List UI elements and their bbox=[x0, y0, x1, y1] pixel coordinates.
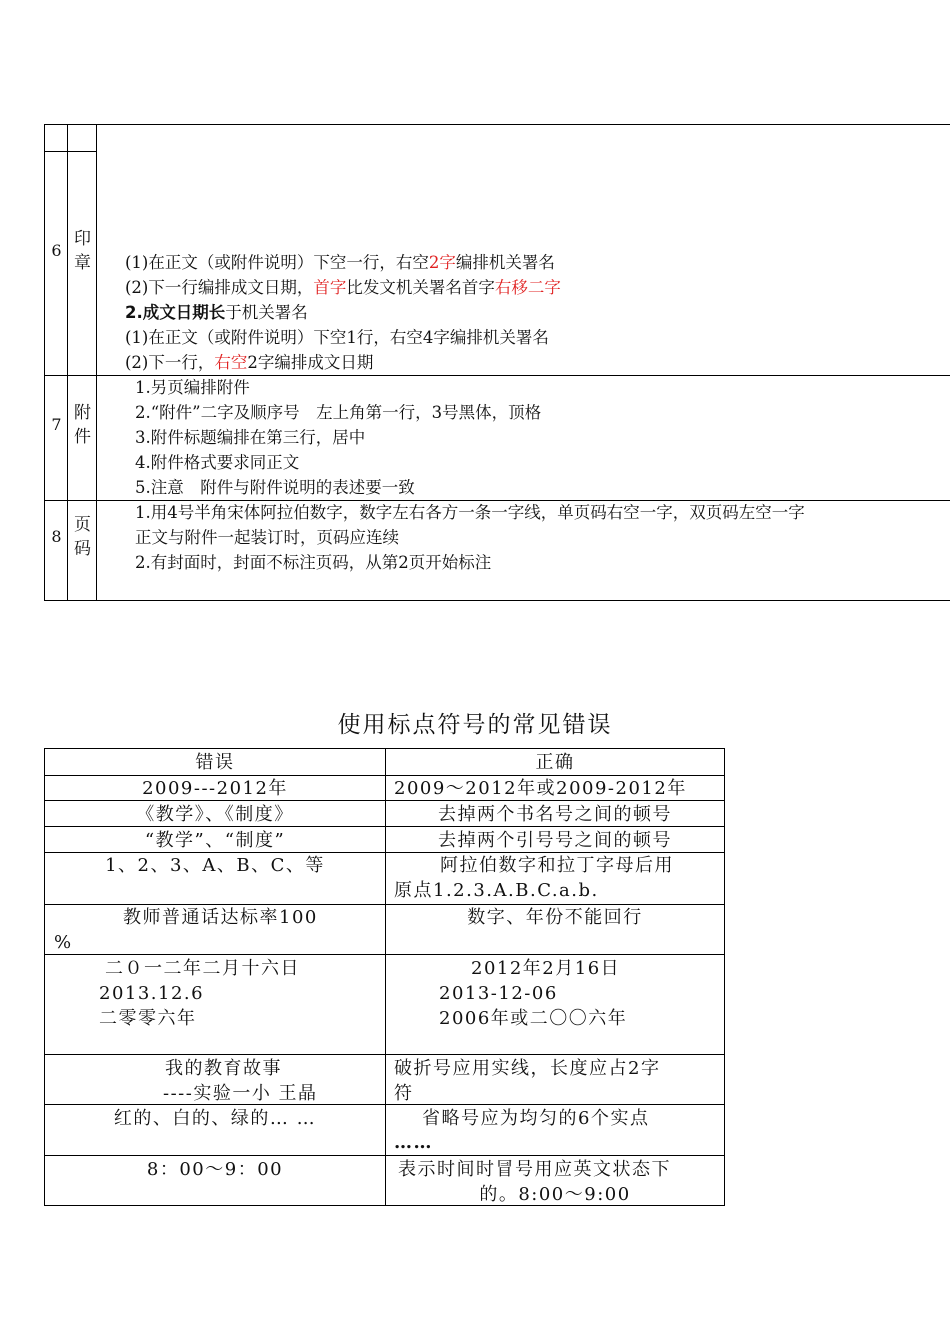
wrong-cell: 1、2、3、A、B、C、等 bbox=[105, 855, 325, 876]
header-right: 正确 bbox=[535, 752, 575, 773]
right-cell: 符 bbox=[394, 1083, 414, 1104]
row-label: 页 码 bbox=[74, 515, 91, 559]
rule-line: 3.附件标题编排在第三行，居中 bbox=[135, 428, 366, 447]
rule-line: 2.有封面时，封面不标注页码，从第2页开始标注 bbox=[135, 553, 492, 572]
section-title: 使用标点符号的常见错误 bbox=[337, 712, 613, 738]
right-cell: 的。8:00～9:00 bbox=[479, 1184, 631, 1205]
rule-line: (1)在正文（或附件说明）下空1行，右空4字编排机关署名 bbox=[125, 328, 549, 347]
row-divider bbox=[45, 954, 724, 955]
right-cell: 2013-12-06 bbox=[439, 983, 558, 1004]
row-label: 印 章 bbox=[74, 229, 91, 273]
right-cell: 2009～2012年或2009-2012年 bbox=[394, 778, 687, 799]
rule-line: 2.“附件”二字及顺序号 左上角第一行，3号黑体，顶格 bbox=[135, 403, 542, 422]
wrong-cell: 2013.12.6 bbox=[99, 983, 205, 1004]
right-cell: 阿拉伯数字和拉丁字母后用 bbox=[440, 855, 674, 876]
rule-line: 1.另页编排附件 bbox=[135, 378, 250, 397]
rule-line: 2.成文日期长于机关署名 bbox=[125, 303, 308, 322]
rule-line: 正文与附件一起装订时，页码应连续 bbox=[135, 528, 399, 547]
wrong-cell: 我的教育故事 bbox=[165, 1058, 282, 1079]
right-cell: 表示时间时冒号用应英文状态下 bbox=[398, 1159, 671, 1180]
row-divider bbox=[45, 1054, 724, 1055]
wrong-cell: 《教学》、《制度》 bbox=[136, 804, 294, 825]
header-wrong: 错误 bbox=[195, 752, 235, 773]
right-cell: 去掉两个引号号之间的顿号 bbox=[438, 830, 672, 851]
rule-line: (2)下一行编排成文日期，首字比发文机关署名首字右移二字 bbox=[125, 278, 561, 297]
row-number: 6 bbox=[51, 241, 62, 260]
rule-line: 4.附件格式要求同正文 bbox=[135, 453, 300, 472]
rule-line: 1.用4号半角宋体阿拉伯数字，数字左右各方一条一字线，单页码右空一字，双页码左空一字 bbox=[135, 503, 805, 522]
punctuation-errors-table bbox=[44, 748, 725, 1206]
wrong-cell: 二０一二年二月十六日 bbox=[105, 958, 300, 979]
row-divider bbox=[45, 1155, 724, 1156]
right-cell: 破折号应用实线，长度应占2字 bbox=[394, 1058, 661, 1079]
row-number: 7 bbox=[51, 415, 62, 434]
wrong-cell: 教师普通话达标率100 bbox=[123, 907, 318, 928]
right-cell: 原点1.2.3.A.B.C.a.b. bbox=[394, 880, 599, 901]
right-cell: 2006年或二〇〇六年 bbox=[439, 1008, 628, 1029]
wrong-cell: 二零零六年 bbox=[99, 1008, 197, 1029]
rule-line: (1)在正文（或附件说明）下空一行，右空2字编排机关署名 bbox=[125, 253, 555, 272]
wrong-cell: % bbox=[54, 932, 73, 953]
wrong-cell: 红的、白的、绿的… … bbox=[113, 1108, 317, 1129]
right-cell: 数字、年份不能回行 bbox=[467, 907, 643, 928]
right-cell: …… bbox=[394, 1132, 433, 1153]
wrong-cell: ----实验一小 王晶 bbox=[163, 1083, 318, 1104]
rule-line: 5.注意 附件与附件说明的表述要一致 bbox=[135, 478, 415, 497]
wrong-cell: “教学”、“制度” bbox=[144, 830, 286, 851]
right-cell: 省略号应为均匀的6个实点 bbox=[422, 1108, 650, 1129]
wrong-cell: 8：00～9：00 bbox=[146, 1159, 284, 1180]
wrong-cell: 2009---2012年 bbox=[142, 778, 288, 799]
row-number: 8 bbox=[51, 527, 62, 546]
format-table bbox=[44, 124, 950, 601]
rule-line: (2)下一行，右空2字编排成文日期 bbox=[125, 353, 374, 372]
row-divider bbox=[45, 1104, 724, 1105]
row-label: 附 件 bbox=[74, 403, 91, 447]
right-cell: 去掉两个书名号之间的顿号 bbox=[438, 804, 672, 825]
row-divider bbox=[45, 151, 97, 152]
column-divider bbox=[385, 749, 386, 1205]
right-cell: 2012年2月16日 bbox=[471, 958, 621, 979]
